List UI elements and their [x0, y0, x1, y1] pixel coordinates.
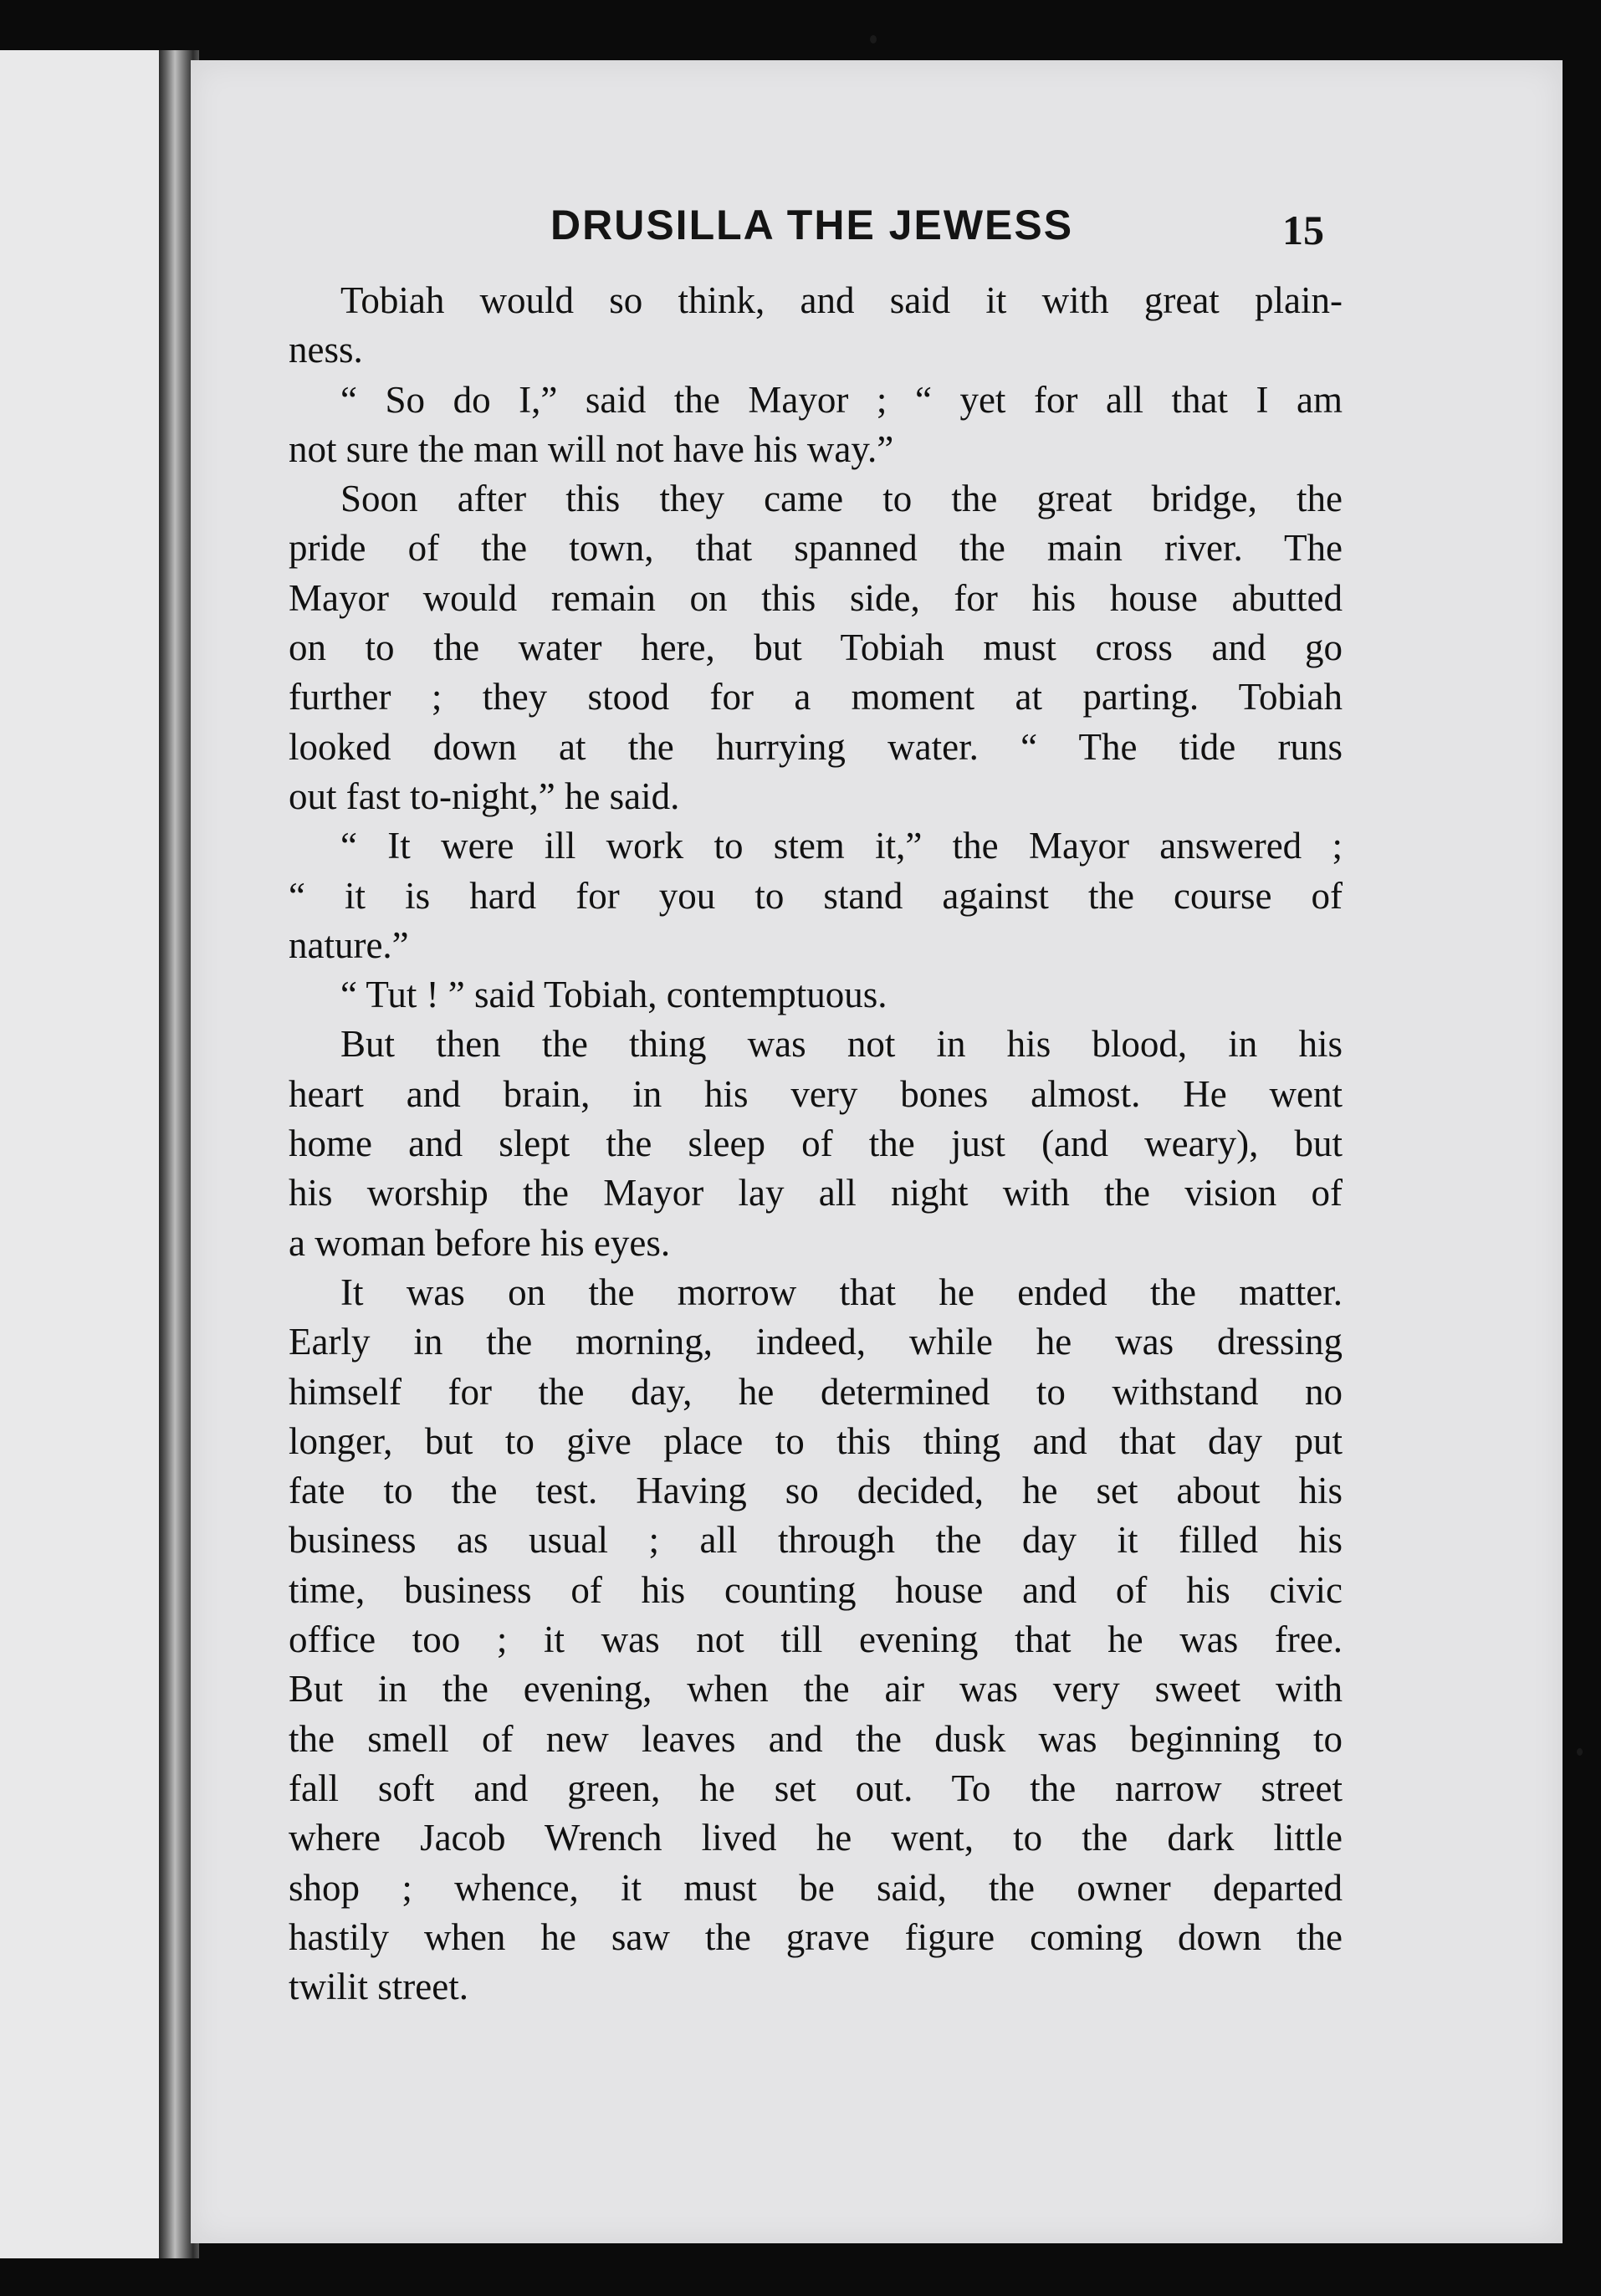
text-line: fate to the test. Having so decided, he set about his — [289, 1470, 1343, 1512]
text-line: on to the water here, but Tobiah must cross and go — [289, 626, 1343, 669]
text-line: a woman before his eyes. — [289, 1221, 671, 1264]
text-line: longer, but to give place to this thing and that day put — [289, 1419, 1343, 1462]
text-line: not sure the man will not have his way.” — [289, 427, 894, 470]
text-line: Soon after this they came to the great bridge, the — [340, 478, 1343, 520]
text-line: himself for the day, he determined to withstand no — [289, 1370, 1343, 1413]
text-line: ness. — [289, 329, 363, 371]
text-line: looked down at the hurrying water. “ The tide runs — [289, 725, 1343, 768]
text-line: Mayor would remain on this side, for his house abutted — [289, 576, 1343, 619]
text-line: office too ; it was not till evening that he was free. — [289, 1618, 1343, 1661]
scan-speck — [1577, 1748, 1583, 1756]
text-line: home and slept the sleep of the just (and weary), but — [289, 1122, 1343, 1165]
text-line: shop ; whence, it must be said, the owner departed — [289, 1866, 1343, 1909]
text-line: the smell of new leaves and the dusk was beginning to — [289, 1717, 1343, 1760]
body-text — [289, 276, 1343, 2012]
running-title: DRUSILLA THE JEWESS — [550, 202, 1074, 248]
text-line: his worship the Mayor lay all night with the vision of — [289, 1172, 1343, 1214]
text-line: Early in the morning, indeed, while he was dressing — [289, 1321, 1343, 1363]
text-line: heart and brain, in his very bones almost. He went — [289, 1072, 1343, 1115]
scan-speck — [870, 35, 877, 43]
text-line: nature.” — [289, 923, 409, 966]
book-page — [191, 60, 1563, 2243]
text-line: But then the thing was not in his blood, in his — [340, 1023, 1343, 1066]
text-line: further ; they stood for a moment at parting. Tobiah — [289, 676, 1343, 718]
text-line: time, business of his counting house and of his civic — [289, 1568, 1343, 1611]
page-number: 15 — [1282, 207, 1324, 253]
text-line: business as usual ; all through the day it filled his — [289, 1519, 1343, 1562]
text-line: twilit street. — [289, 1966, 468, 2008]
text-line: where Jacob Wrench lived he went, to the dark little — [289, 1817, 1343, 1859]
text-line: pride of the town, that spanned the main river. The — [289, 527, 1343, 570]
text-line: Tobiah would so think, and said it with great plain- — [340, 279, 1343, 321]
text-line: “ It were ill work to stem it,” the Mayor answered ; — [340, 825, 1343, 867]
text-line: “ Tut ! ” said Tobiah, contemptuous. — [340, 974, 887, 1016]
text-line: out fast to-night,” he said. — [289, 775, 680, 817]
text-line: fall soft and green, he set out. To the narrow street — [289, 1767, 1343, 1809]
text-line: hastily when he saw the grave figure coming down the — [289, 1915, 1343, 1958]
text-line: But in the evening, when the air was very sweet with — [289, 1668, 1343, 1710]
running-head — [191, 201, 1563, 259]
text-line: “ So do I,” said the Mayor ; “ yet for all that I am — [340, 378, 1343, 421]
text-line: It was on the morrow that he ended the matter. — [340, 1271, 1343, 1313]
text-line: “ it is hard for you to stand against the course of — [289, 874, 1343, 917]
